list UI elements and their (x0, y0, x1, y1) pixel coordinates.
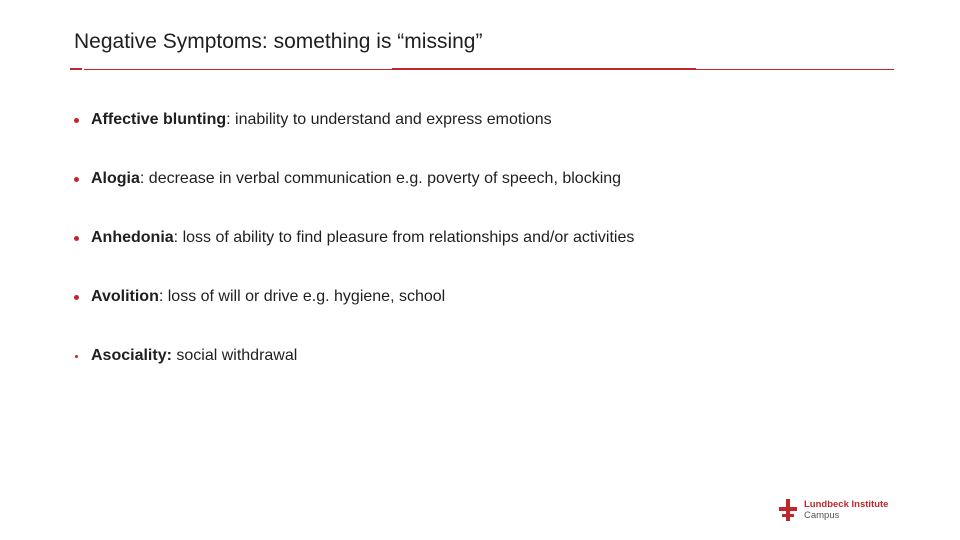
bullet-separator: : (158, 288, 164, 305)
title-underline-segment (694, 69, 894, 70)
bullet-separator: : (139, 170, 145, 187)
bullet-anhedonia (74, 226, 634, 250)
title-underline-segment (84, 69, 394, 70)
bullet-alogia (74, 167, 634, 191)
bullet-dot-icon (75, 355, 78, 358)
bullet-text: inability to understand and express emotions (230, 111, 552, 128)
bullet-list (74, 108, 634, 403)
bullet-term: Affective blunting (91, 111, 227, 128)
lundbeck-logo (779, 499, 888, 521)
title-underline-segment (392, 68, 696, 70)
bullet-text: loss of will or drive e.g. hygiene, school (163, 288, 446, 305)
bullet-text: decrease in verbal communication e.g. poverty of speech, blocking (144, 170, 622, 187)
logo-name: Lundbeck Institute (804, 499, 889, 510)
lundbeck-cross-icon (779, 499, 797, 521)
bullet-asociality (74, 344, 634, 368)
bullet-text: loss of ability to find pleasure from relationships and/or activities (178, 229, 635, 246)
bullet-dot-icon (74, 118, 79, 123)
bullet-term: Anhedonia (91, 229, 174, 246)
bullet-dot-icon (74, 177, 79, 182)
lundbeck-cross-icon-svg (779, 499, 797, 521)
bullet-dot-icon (74, 236, 79, 241)
bullet-dot-icon (74, 295, 79, 300)
bullet-separator: : (226, 111, 231, 128)
slide-title: Negative Symptoms: something is “missing” (74, 30, 483, 53)
title-underline-segment (70, 68, 82, 70)
bullet-term: Avolition (91, 288, 159, 305)
bullet-text: social withdrawal (171, 347, 298, 364)
bullet-affective-blunting (74, 108, 634, 132)
logo-subtitle: Campus (804, 510, 840, 521)
bullet-term: Asociality: (91, 347, 172, 364)
logo-text (804, 499, 888, 521)
bullet-term: Alogia (91, 170, 140, 187)
bullet-separator: : (173, 229, 179, 246)
bullet-avolition (74, 285, 634, 309)
